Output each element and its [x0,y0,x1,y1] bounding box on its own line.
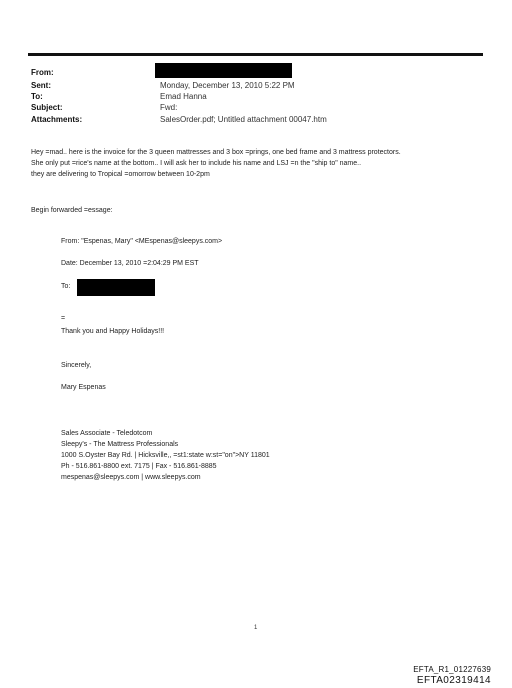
sent-label: Sent: [31,81,51,90]
forwarded-header: Begin forwarded =essage: [31,207,113,214]
subject-label: Subject: [31,103,63,112]
body-line-2: She only put =rice's name at the bottom.. I will ask her to include his name and LSJ =n the "ship to" name.. [31,160,362,167]
signature-title: Sales Associate - Teledotcom [61,430,153,437]
sent-value: Monday, December 13, 2010 5:22 PM [160,81,295,90]
attachments-label: Attachments: [31,115,83,124]
body-line-3: they are delivering to Tropical =omorrow between 10-2pm [31,171,210,178]
to-redaction [77,279,155,296]
forwarded-to-label: To: [61,283,71,290]
from-redaction [155,63,292,78]
signature-address: 1000 S.Oyster Bay Rd. | Hicksville,, =st1:state w:st="on">NY 11801 [61,452,270,459]
body-line-1: Hey =mad.. here is the invoice for the 3 queen mattresses and 3 box =prings, one bed frame and 3 mattress protectors. [31,149,401,156]
bates-stamp-large: EFTA02319414 [416,675,491,686]
to-label: To: [31,92,43,101]
bates-stamp-small: EFTA_R1_01227639 [413,665,491,674]
subject-value: Fwd: [160,103,178,112]
sincerely-line: Sincerely, [61,362,92,369]
thanks-line: Thank you and Happy Holidays!!! [61,328,165,335]
from-label: From: [31,68,54,77]
equals-marker: = [61,315,66,322]
forwarded-date: Date: December 13, 2010 =2:04:29 PM EST [61,260,199,267]
signature-company: Sleepy's - The Mattress Professionals [61,441,179,448]
sender-name: Mary Espenas [61,384,106,391]
forwarded-from: From: "Espenas, Mary" <MEspenas@sleepys.com> [61,238,223,245]
attachments-value: SalesOrder.pdf; Untitled attachment 00047.htm [160,115,327,124]
signature-phone: Ph - 516.861-8800 ext. 7175 | Fax - 516.861-8885 [61,463,217,470]
signature-web: mespenas@sleepys.com | www.sleepys.com [61,474,201,481]
page-number: 1 [254,625,258,631]
to-value: Emad Hanna [160,92,207,101]
header-rule [28,53,483,56]
